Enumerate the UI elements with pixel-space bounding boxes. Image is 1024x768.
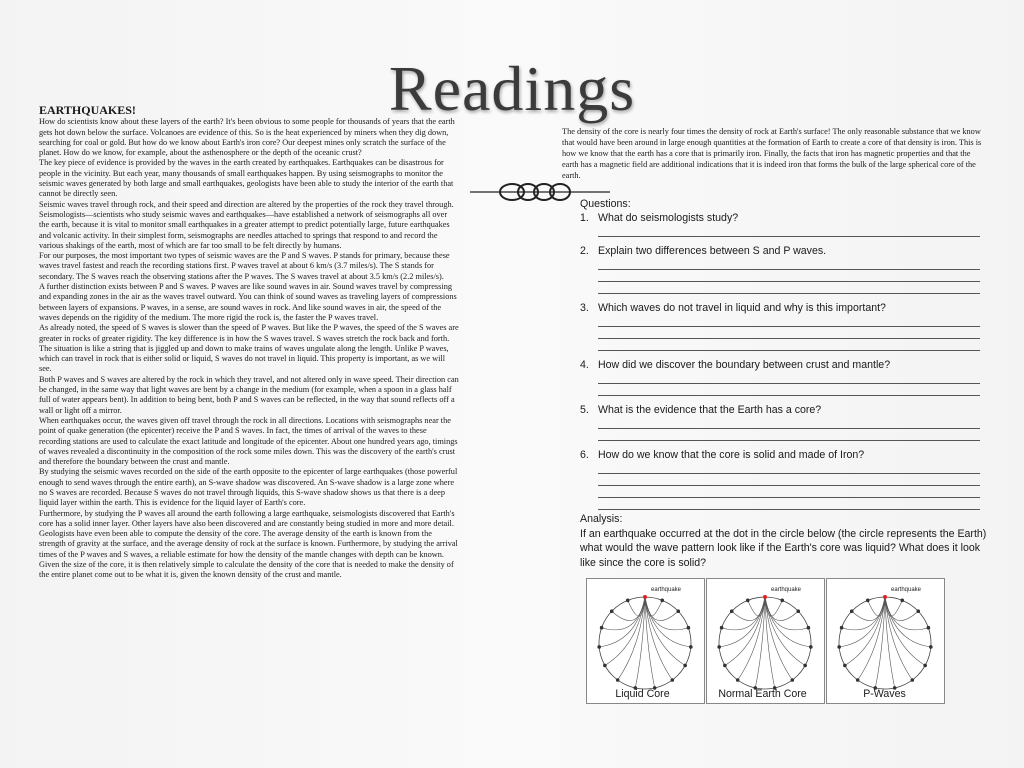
station-dot bbox=[616, 678, 620, 682]
earthquake-label: earthquake bbox=[771, 587, 802, 593]
station-dot bbox=[780, 599, 784, 603]
wave-ray bbox=[722, 597, 765, 630]
wave-ray bbox=[842, 597, 885, 630]
wave-ray bbox=[765, 597, 808, 630]
analysis-label: Analysis: bbox=[580, 513, 623, 525]
station-dot bbox=[720, 626, 724, 630]
station-dot bbox=[791, 678, 795, 682]
wave-ray bbox=[765, 597, 811, 647]
station-dot bbox=[866, 599, 870, 603]
station-dot bbox=[803, 664, 807, 668]
paragraph: The density of the core is nearly four times the density of rock at Earth's surface! The only reasonable substance that we know that would have been around in large enough quantities at the formation of Earth to create a core of that density is iron. This is how we know that the earth has a core that is primarily iron. Finally, the facts that iron has magnetic properties and that the earth has a magnetic field are additional indications that it is indeed iron that forms the bulk of the large spherical core of the earth. bbox=[562, 127, 982, 180]
wave-ray bbox=[719, 597, 765, 647]
station-dot bbox=[916, 609, 920, 613]
station-dot bbox=[927, 626, 931, 630]
station-dot bbox=[671, 678, 675, 682]
passage-heading: EARTHQUAKES! bbox=[39, 103, 136, 117]
station-dot bbox=[840, 626, 844, 630]
analysis-section bbox=[580, 512, 990, 570]
wave-ray bbox=[645, 597, 691, 647]
station-dot bbox=[600, 626, 604, 630]
station-dot bbox=[730, 609, 734, 613]
station-dot bbox=[911, 678, 915, 682]
station-dot bbox=[610, 609, 614, 613]
earthquake-label: earthquake bbox=[651, 587, 682, 593]
question-4: 4. How did we discover the boundary between crust and mantle? bbox=[580, 359, 891, 371]
station-dot bbox=[796, 609, 800, 613]
earthquake-label: earthquake bbox=[891, 587, 922, 593]
wave-ray bbox=[602, 597, 645, 630]
earth-circle-diagram bbox=[587, 579, 704, 703]
station-dot bbox=[923, 664, 927, 668]
station-dot bbox=[843, 664, 847, 668]
station-dot bbox=[736, 678, 740, 682]
paragraph: How do scientists know about these layers of the earth? It's been obvious to some people for thousands of years that the earth gets hot down below the surface. Volcanoes are evidence of this. So is the heat experienced by miners when they dig down, searching for coal or gold. But how do we know about Earth's iron core? Our deepest mines only scratch the surface of the planet. How do we know, for example, about the asthenosphere or the depth of the oceanic crust? bbox=[39, 117, 455, 158]
station-dot bbox=[746, 599, 750, 603]
epicenter-dot bbox=[883, 595, 887, 599]
paragraph: By studying the seismic waves recorded on the side of the earth opposite to the epicenter of large earthquakes (those powerful enough to send waves through the entire earth), an S-wave shadow was discovered. An S-wave shadow is a large zone where no S waves are recorded. Because S waves do not travel through liquids, this S-wave shadow shows us that there is a deep liquid layer within the earth. This is evidence for the liquid layer of Earth's core. bbox=[39, 467, 458, 508]
paragraph: For our purposes, the most important two types of seismic waves are the P and S waves. P stands for primary, because these waves travel fastest and reach the recording stations first. P waves travel at about 6 km/s (3.7 miles/s). The S stands for secondary. The S waves reach the observing stations after the P waves. The S waves travel at about 3.5 km/s (2.2 miles/s). bbox=[39, 251, 450, 281]
wave-ray bbox=[599, 597, 645, 647]
station-dot bbox=[687, 626, 691, 630]
paragraph: Geologists have even been able to compute the density of the core. The average density of the earth is known from the strength of gravity at the surface, and the average density of rock at the surface is known. Furthermore, by studying the arrival times of the P waves and S waves, a reliable estimate for how the density of the mantle changes with depth can be known. Given the size of the core, it is then relatively simple to calculate the density of the core that is needed to make the density of the entire planet come out to be what it is, given the known density of the crust and mantle. bbox=[39, 529, 458, 580]
question-1: 1. What do seismologists study? bbox=[580, 212, 739, 224]
page-title: Readings bbox=[388, 53, 636, 124]
station-dot bbox=[807, 626, 811, 630]
paragraph: Seismologists—scientists who study seismic waves and earthquakes—have established a network of seismographs all over the earth, because it is vital to monitor small earthquakes in a greater attempt to predict potentially large, future earthquakes and volcanic activity. In their simplest form, seismographs are needles attached to springs that respond to and record the various shakings of the earth, most of which are far too small to be felt directly by humans. bbox=[39, 209, 450, 250]
questions-section bbox=[580, 198, 980, 510]
caption-p-waves: P-Waves bbox=[863, 688, 906, 700]
earth-circle-diagram bbox=[707, 579, 824, 703]
paragraph: Furthermore, by studying the P waves all around the earth following a large earthquake, seismologists discovered that Earth's core has a solid inner layer. Other layers have also been discovered and are constantly being studied in more and more detail. bbox=[39, 508, 455, 528]
core-density-text bbox=[562, 126, 982, 181]
station-dot bbox=[900, 599, 904, 603]
caption-normal-core: Normal Earth Core bbox=[718, 688, 807, 700]
paragraph: A further distinction exists between P and S waves. P waves are like sound waves in air. Sound waves travel by compressing and expanding zones in the air as the waves travel outward. You can think of sound waves as traveling layers of compressions between layers of expansions. P waves, in a sense, are sound waves in rock. And like sound waves in air, the speed of the waves depends on the rigidity of the medium. The more rigid the rock is, the faster the P waves travel. bbox=[39, 282, 457, 322]
station-dot bbox=[717, 645, 721, 649]
station-dot bbox=[723, 664, 727, 668]
question-5: 5. What is the evidence that the Earth has a core? bbox=[580, 404, 822, 416]
liquid-core-diagram bbox=[586, 578, 705, 704]
epicenter-dot bbox=[643, 595, 647, 599]
reading-passage bbox=[39, 105, 459, 581]
wave-ray bbox=[645, 597, 688, 630]
question-2: 2. Explain two differences between S and P waves. bbox=[580, 245, 827, 257]
epicenter-dot bbox=[763, 595, 767, 599]
station-dot bbox=[676, 609, 680, 613]
station-dot bbox=[837, 645, 841, 649]
question-6: 6. How do we know that the core is solid and made of Iron? bbox=[580, 449, 865, 461]
station-dot bbox=[929, 645, 933, 649]
station-dot bbox=[626, 599, 630, 603]
station-dot bbox=[809, 645, 813, 649]
paragraph: When earthquakes occur, the waves given off travel through the rock in all directions. Locations with seismographs near the point of quake generation (the epicenter) receive the P and S waves. In fact, the times of arrival of the waves to these recording stations are used to calculate the exact latitude and longitude of the epicenter. About one hundred years ago, timings of waves revealed a discontinuity in the composition of the rock some miles down. This was the discovery of the earth's crust and therefore the boundary between the crust and mantle. bbox=[39, 415, 458, 467]
answer-line[interactable] bbox=[598, 509, 980, 510]
station-dot bbox=[683, 664, 687, 668]
questions-label: Questions: bbox=[580, 198, 631, 210]
question-3: 3. Which waves do not travel in liquid and why is this important? bbox=[580, 302, 886, 314]
wave-ray bbox=[885, 597, 931, 647]
wave-ray bbox=[839, 597, 885, 647]
station-dot bbox=[597, 645, 601, 649]
station-dot bbox=[689, 645, 693, 649]
paragraph: Seismic waves travel through rock, and their speed and direction are altered by the properties of the rock they travel through. bbox=[39, 199, 454, 209]
wave-ray bbox=[885, 597, 928, 630]
earth-circle-diagram bbox=[827, 579, 944, 703]
paragraph: As already noted, the speed of S waves is slower than the speed of P waves. But like the P waves, the speed of the S waves are greater in rocks of greater rigidity. The key difference is in how the S waves travel. S waves stretch the rock back and forth. The situation is like a string that is jiggled up and down to make trains of waves ungulate along the length. Unlike P waves, which can travel in rock that is either solid or liquid, S waves do not travel in liquid. This property is important, as we will see. bbox=[39, 323, 459, 374]
paragraph: The key piece of evidence is provided by the waves in the earth created by earthquakes. Earthquakes can be disastrous for people in the vicinity. But each year, many thousands of small earthquakes happen. By using seismographs to monitor the seismic waves generated by both large and small earthquakes, geologists have been able to study the interior of the earth that cannot be directly seen. bbox=[39, 158, 454, 199]
caption-liquid-core: Liquid Core bbox=[615, 688, 670, 700]
paragraph: Both P waves and S waves are altered by the rock in which they travel, and not altered only in wave speed. Their direction can be changed, in the same way that light waves are bent by a change in the medium (for example, when a spoon in a glass half full of water appears bent). In addition to being bent, both P and S waves can be reflected, in the way that sound reflects off a wall or light off a mirror. bbox=[39, 374, 459, 415]
station-dot bbox=[660, 599, 664, 603]
station-dot bbox=[603, 664, 607, 668]
normal-core-diagram bbox=[706, 578, 825, 704]
station-dot bbox=[856, 678, 860, 682]
station-dot bbox=[850, 609, 854, 613]
analysis-text: If an earthquake occurred at the dot in the circle below (the circle represents the Earth) what would the wave pattern look like if the Earth's core was liquid? What does it look like since the core is solid? bbox=[580, 527, 987, 569]
p-waves-diagram bbox=[826, 578, 945, 704]
